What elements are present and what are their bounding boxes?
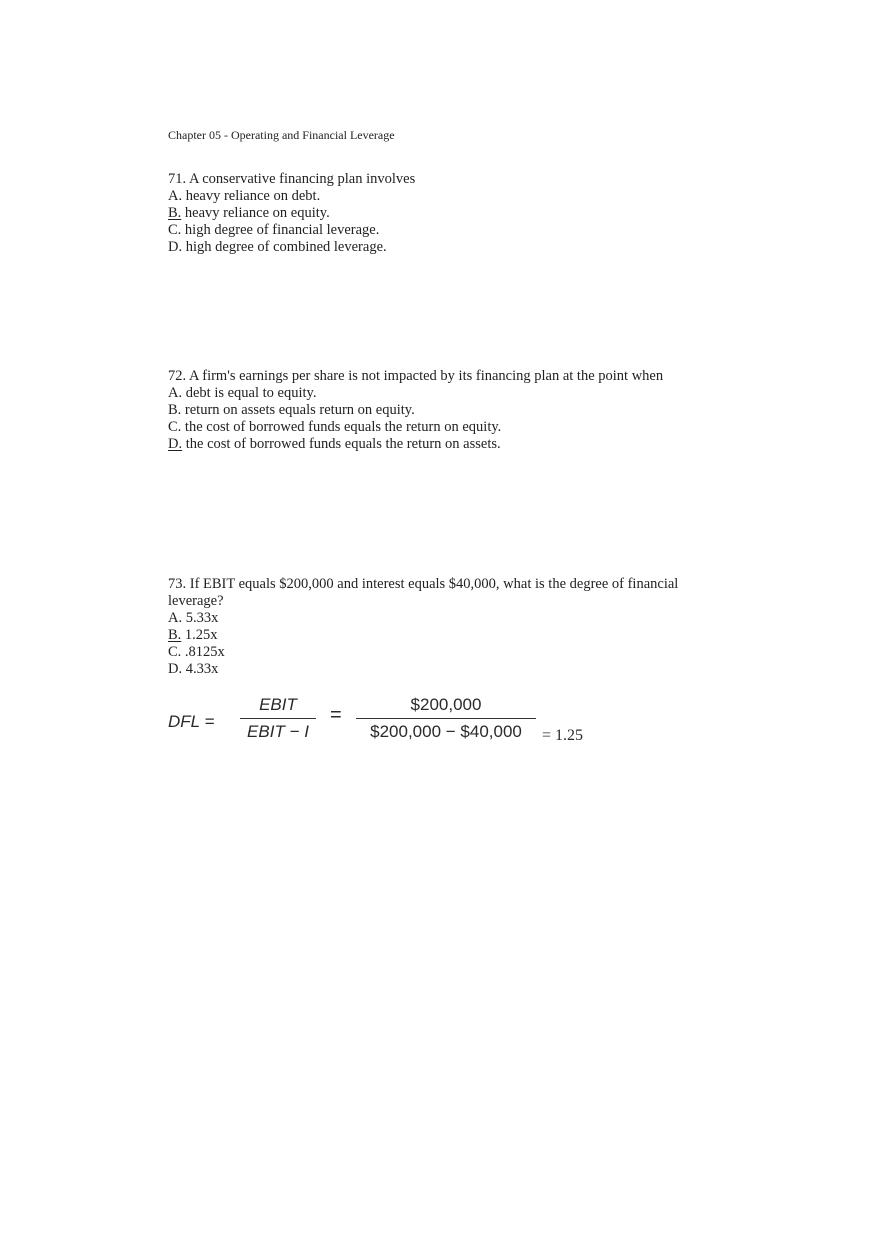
- fraction-bar: [356, 718, 536, 719]
- question-text: If EBIT equals $200,000 and interest equals $40,000, what is the degree of financial leverage?: [168, 576, 679, 609]
- option-c: [168, 644, 728, 661]
- option-letter: A.: [168, 385, 183, 401]
- fraction-denominator: $200,000 − $40,000: [370, 722, 522, 741]
- option-text: high degree of financial leverage.: [184, 222, 380, 238]
- option-text: return on assets equals return on equity.: [184, 402, 415, 418]
- option-text: 5.33x: [185, 610, 219, 626]
- option-b-correct: [168, 205, 728, 222]
- fraction-bar: [240, 718, 316, 719]
- option-text: the cost of borrowed funds equals the return on assets.: [185, 436, 501, 452]
- option-letter: C.: [168, 644, 182, 660]
- option-d: [168, 661, 728, 678]
- option-d: [168, 239, 728, 256]
- formula-fraction-definition: [240, 694, 316, 743]
- option-text: 4.33x: [185, 661, 219, 677]
- question-text: A conservative financing plan involves: [188, 171, 416, 187]
- option-d-correct: [168, 436, 728, 453]
- formula-result: = 1.25: [542, 727, 584, 744]
- option-letter: A.: [168, 188, 183, 204]
- formula-lhs: DFL =: [168, 712, 215, 731]
- formula-fraction-values: [356, 694, 536, 743]
- option-text: heavy reliance on debt.: [185, 188, 321, 204]
- option-letter: D.: [168, 239, 183, 255]
- correct-answer-letter: B.: [168, 205, 182, 221]
- fraction-denominator: EBIT − I: [247, 722, 309, 741]
- correct-answer-letter: B.: [168, 627, 182, 643]
- fraction-numerator: $200,000: [410, 695, 482, 714]
- option-letter: C.: [168, 222, 182, 238]
- option-a: [168, 385, 728, 402]
- option-text: .8125x: [184, 644, 225, 660]
- option-text: the cost of borrowed funds equals the return on equity.: [184, 419, 502, 435]
- question-stem: [168, 368, 728, 385]
- option-letter: A.: [168, 610, 183, 626]
- question-number: 73.: [168, 576, 187, 592]
- question-73: [168, 576, 728, 678]
- question-72: [168, 368, 728, 453]
- option-letter: C.: [168, 419, 182, 435]
- question-number: 72.: [168, 368, 187, 384]
- question-stem: [168, 171, 728, 188]
- chapter-header: Chapter 05 - Operating and Financial Leverage: [168, 128, 395, 142]
- fraction-numerator: EBIT: [259, 695, 297, 714]
- dfl-formula: [168, 690, 608, 754]
- option-c: [168, 222, 728, 239]
- option-text: debt is equal to equity.: [185, 385, 317, 401]
- correct-answer-letter: D.: [168, 436, 183, 452]
- option-letter: B.: [168, 402, 182, 418]
- formula-equals-sign: =: [330, 704, 342, 726]
- question-71: [168, 171, 728, 256]
- option-letter: D.: [168, 661, 183, 677]
- question-number: 71.: [168, 171, 187, 187]
- option-b: [168, 402, 728, 419]
- option-c: [168, 419, 728, 436]
- option-text: heavy reliance on equity.: [184, 205, 330, 221]
- option-b-correct: [168, 627, 728, 644]
- question-text: A firm's earnings per share is not impacted by its financing plan at the point when: [188, 368, 664, 384]
- option-text: high degree of combined leverage.: [185, 239, 387, 255]
- option-a: [168, 610, 728, 627]
- option-text: 1.25x: [184, 627, 218, 643]
- question-stem: [168, 576, 728, 610]
- option-a: [168, 188, 728, 205]
